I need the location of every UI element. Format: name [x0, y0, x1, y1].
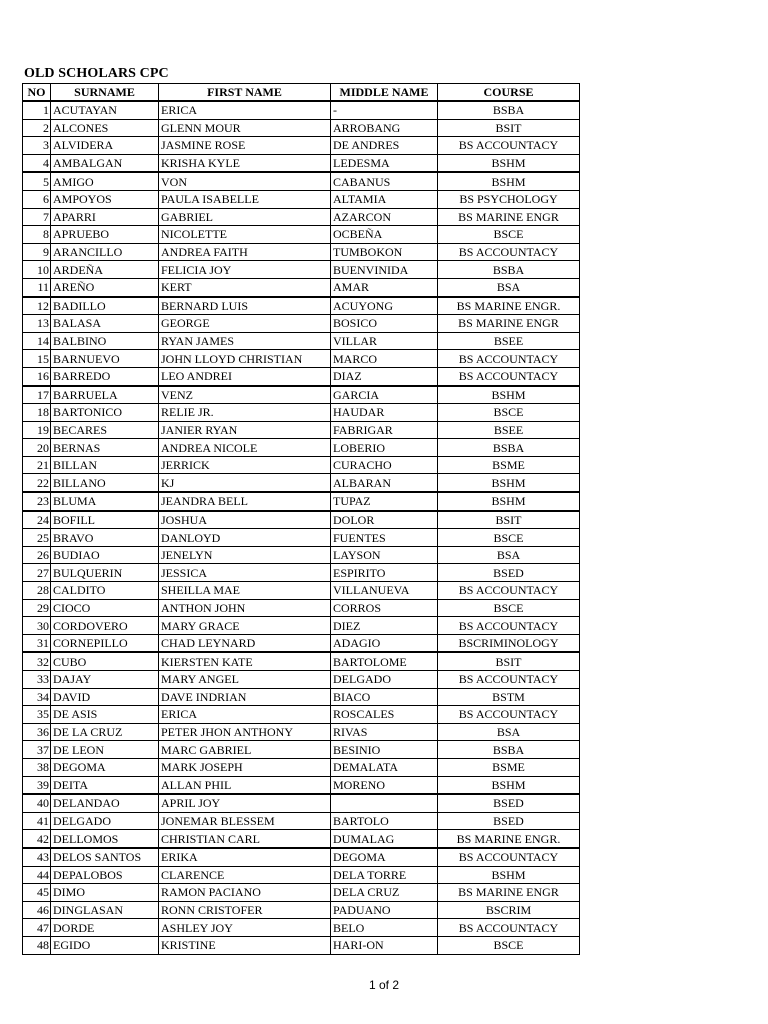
- cell-middle-name: ALBARAN: [331, 474, 438, 492]
- cell-no: 35: [23, 706, 51, 724]
- cell-surname: DEGOMA: [51, 758, 159, 776]
- cell-no: 12: [23, 297, 51, 315]
- cell-middle-name: AMAR: [331, 278, 438, 296]
- cell-first-name: APRIL JOY: [159, 794, 331, 812]
- cell-surname: BULQUERIN: [51, 564, 159, 582]
- cell-course: BS ACCOUNTACY: [438, 350, 580, 368]
- table-row: [23, 652, 580, 670]
- cell-surname: BALBINO: [51, 332, 159, 350]
- cell-middle-name: DOLOR: [331, 511, 438, 529]
- cell-no: 42: [23, 830, 51, 848]
- cell-course: BS PSYCHOLOGY: [438, 190, 580, 208]
- cell-first-name: ALLAN PHIL: [159, 776, 331, 794]
- cell-middle-name: DUMALAG: [331, 830, 438, 848]
- cell-course: BSA: [438, 546, 580, 564]
- cell-middle-name: FUENTES: [331, 529, 438, 547]
- cell-course: BSME: [438, 758, 580, 776]
- cell-course: BS ACCOUNTACY: [438, 367, 580, 385]
- cell-course: BSEE: [438, 332, 580, 350]
- cell-no: 36: [23, 723, 51, 741]
- cell-course: BSIT: [438, 511, 580, 529]
- table-row: [23, 119, 580, 137]
- cell-surname: BARTONICO: [51, 404, 159, 422]
- cell-surname: DELLOMOS: [51, 830, 159, 848]
- cell-course: BSIT: [438, 652, 580, 670]
- cell-middle-name: ADAGIO: [331, 634, 438, 652]
- cell-first-name: DAVE INDRIAN: [159, 688, 331, 706]
- cell-middle-name: BOSICO: [331, 315, 438, 333]
- cell-first-name: VENZ: [159, 386, 331, 404]
- table-row: [23, 172, 580, 190]
- cell-course: BSA: [438, 278, 580, 296]
- cell-first-name: JEANDRA BELL: [159, 492, 331, 511]
- cell-surname: ALVIDERA: [51, 137, 159, 155]
- cell-course: BSME: [438, 456, 580, 474]
- table-row: [23, 599, 580, 617]
- table-row: [23, 866, 580, 884]
- table-row: [23, 243, 580, 261]
- cell-surname: DE ASIS: [51, 706, 159, 724]
- cell-surname: AREÑO: [51, 278, 159, 296]
- table-row: [23, 546, 580, 564]
- cell-middle-name: BUENVINIDA: [331, 261, 438, 279]
- cell-no: 44: [23, 866, 51, 884]
- cell-no: 33: [23, 671, 51, 689]
- table-row: [23, 332, 580, 350]
- cell-first-name: ERICA: [159, 101, 331, 119]
- cell-course: BSCRIMINOLOGY: [438, 634, 580, 652]
- cell-no: 37: [23, 741, 51, 759]
- cell-no: 3: [23, 137, 51, 155]
- cell-middle-name: MORENO: [331, 776, 438, 794]
- cell-course: BS ACCOUNTACY: [438, 848, 580, 866]
- cell-middle-name: ARROBANG: [331, 119, 438, 137]
- cell-middle-name: HAUDAR: [331, 404, 438, 422]
- cell-first-name: JOHN LLOYD CHRISTIAN: [159, 350, 331, 368]
- cell-no: 19: [23, 421, 51, 439]
- cell-course: BSHM: [438, 866, 580, 884]
- cell-surname: DINGLASAN: [51, 901, 159, 919]
- cell-middle-name: [331, 794, 438, 812]
- table-body: [23, 101, 580, 954]
- cell-surname: APARRI: [51, 208, 159, 226]
- cell-middle-name: DE ANDRES: [331, 137, 438, 155]
- table-header-row: [23, 84, 580, 102]
- cell-middle-name: DIAZ: [331, 367, 438, 385]
- cell-course: BSHM: [438, 492, 580, 511]
- cell-no: 46: [23, 901, 51, 919]
- cell-no: 10: [23, 261, 51, 279]
- scholars-table: [22, 83, 580, 955]
- cell-course: BS MARINE ENGR: [438, 315, 580, 333]
- cell-no: 31: [23, 634, 51, 652]
- cell-no: 26: [23, 546, 51, 564]
- cell-no: 38: [23, 758, 51, 776]
- table-row: [23, 492, 580, 511]
- table-row: [23, 474, 580, 492]
- cell-middle-name: CABANUS: [331, 172, 438, 190]
- cell-surname: DELANDAO: [51, 794, 159, 812]
- table-row: [23, 723, 580, 741]
- table-row: [23, 564, 580, 582]
- cell-middle-name: VILLAR: [331, 332, 438, 350]
- cell-middle-name: FABRIGAR: [331, 421, 438, 439]
- cell-no: 23: [23, 492, 51, 511]
- cell-middle-name: ACUYONG: [331, 297, 438, 315]
- cell-surname: BILLANO: [51, 474, 159, 492]
- column-header-no: NO: [23, 84, 51, 102]
- cell-middle-name: HARI-ON: [331, 936, 438, 954]
- cell-course: BSCE: [438, 599, 580, 617]
- cell-no: 41: [23, 812, 51, 830]
- cell-first-name: KRISTINE: [159, 936, 331, 954]
- cell-course: BS ACCOUNTACY: [438, 671, 580, 689]
- table-row: [23, 278, 580, 296]
- column-header-first-name: FIRST NAME: [159, 84, 331, 102]
- cell-middle-name: DEMALATA: [331, 758, 438, 776]
- table-row: [23, 582, 580, 600]
- cell-surname: BARRUELA: [51, 386, 159, 404]
- cell-first-name: KIERSTEN KATE: [159, 652, 331, 670]
- cell-first-name: DANLOYD: [159, 529, 331, 547]
- cell-surname: BRAVO: [51, 529, 159, 547]
- cell-no: 8: [23, 226, 51, 244]
- table-row: [23, 297, 580, 315]
- cell-course: BS MARINE ENGR: [438, 884, 580, 902]
- table-row: [23, 671, 580, 689]
- table-row: [23, 776, 580, 794]
- cell-first-name: ERICA: [159, 706, 331, 724]
- cell-middle-name: RIVAS: [331, 723, 438, 741]
- cell-middle-name: LAYSON: [331, 546, 438, 564]
- cell-first-name: GABRIEL: [159, 208, 331, 226]
- cell-surname: DORDE: [51, 919, 159, 937]
- table-row: [23, 404, 580, 422]
- cell-surname: EGIDO: [51, 936, 159, 954]
- cell-middle-name: BARTOLO: [331, 812, 438, 830]
- table-row: [23, 634, 580, 652]
- cell-surname: BILLAN: [51, 456, 159, 474]
- table-row: [23, 688, 580, 706]
- cell-no: 27: [23, 564, 51, 582]
- cell-first-name: MARK JOSEPH: [159, 758, 331, 776]
- cell-surname: DE LEON: [51, 741, 159, 759]
- cell-course: BSHM: [438, 386, 580, 404]
- cell-no: 22: [23, 474, 51, 492]
- cell-first-name: JONEMAR BLESSEM: [159, 812, 331, 830]
- cell-surname: AMIGO: [51, 172, 159, 190]
- cell-course: BS ACCOUNTACY: [438, 137, 580, 155]
- cell-course: BSBA: [438, 741, 580, 759]
- cell-middle-name: OCBEÑA: [331, 226, 438, 244]
- cell-first-name: ERIKA: [159, 848, 331, 866]
- cell-surname: BARREDO: [51, 367, 159, 385]
- cell-no: 34: [23, 688, 51, 706]
- document-title: OLD SCHOLARS CPC: [24, 66, 169, 81]
- cell-no: 29: [23, 599, 51, 617]
- cell-middle-name: GARCIA: [331, 386, 438, 404]
- cell-course: BSEE: [438, 421, 580, 439]
- cell-middle-name: ALTAMIA: [331, 190, 438, 208]
- cell-middle-name: BARTOLOME: [331, 652, 438, 670]
- cell-no: 2: [23, 119, 51, 137]
- cell-middle-name: TUMBOKON: [331, 243, 438, 261]
- cell-course: BS ACCOUNTACY: [438, 706, 580, 724]
- cell-first-name: LEO ANDREI: [159, 367, 331, 385]
- cell-course: BS MARINE ENGR: [438, 208, 580, 226]
- column-header-course: COURSE: [438, 84, 580, 102]
- cell-middle-name: VILLANUEVA: [331, 582, 438, 600]
- table-row: [23, 190, 580, 208]
- cell-no: 20: [23, 439, 51, 457]
- cell-course: BSA: [438, 723, 580, 741]
- cell-course: BSCE: [438, 936, 580, 954]
- cell-middle-name: BIACO: [331, 688, 438, 706]
- cell-middle-name: BELO: [331, 919, 438, 937]
- cell-middle-name: AZARCON: [331, 208, 438, 226]
- cell-no: 28: [23, 582, 51, 600]
- cell-surname: BADILLO: [51, 297, 159, 315]
- cell-first-name: PAULA ISABELLE: [159, 190, 331, 208]
- table-row: [23, 421, 580, 439]
- cell-no: 30: [23, 617, 51, 635]
- cell-first-name: ANDREA NICOLE: [159, 439, 331, 457]
- cell-middle-name: PADUANO: [331, 901, 438, 919]
- cell-first-name: FELICIA JOY: [159, 261, 331, 279]
- cell-surname: DEITA: [51, 776, 159, 794]
- table-row: [23, 137, 580, 155]
- cell-first-name: JERRICK: [159, 456, 331, 474]
- cell-course: BSBA: [438, 261, 580, 279]
- cell-surname: CUBO: [51, 652, 159, 670]
- cell-surname: ACUTAYAN: [51, 101, 159, 119]
- table-row: [23, 511, 580, 529]
- cell-no: 11: [23, 278, 51, 296]
- table-row: [23, 315, 580, 333]
- cell-first-name: MARC GABRIEL: [159, 741, 331, 759]
- table-row: [23, 154, 580, 172]
- cell-course: BSCE: [438, 404, 580, 422]
- cell-first-name: BERNARD LUIS: [159, 297, 331, 315]
- table-row: [23, 794, 580, 812]
- table-row: [23, 830, 580, 848]
- cell-surname: BOFILL: [51, 511, 159, 529]
- table-row: [23, 936, 580, 954]
- cell-surname: DIMO: [51, 884, 159, 902]
- cell-first-name: KERT: [159, 278, 331, 296]
- cell-no: 43: [23, 848, 51, 866]
- cell-first-name: RELIE JR.: [159, 404, 331, 422]
- cell-surname: AMBALGAN: [51, 154, 159, 172]
- table-row: [23, 741, 580, 759]
- cell-course: BSIT: [438, 119, 580, 137]
- cell-no: 7: [23, 208, 51, 226]
- cell-middle-name: DIEZ: [331, 617, 438, 635]
- cell-surname: AMPOYOS: [51, 190, 159, 208]
- cell-surname: ARANCILLO: [51, 243, 159, 261]
- cell-surname: APRUEBO: [51, 226, 159, 244]
- cell-course: BSED: [438, 812, 580, 830]
- cell-no: 5: [23, 172, 51, 190]
- cell-first-name: JESSICA: [159, 564, 331, 582]
- cell-no: 4: [23, 154, 51, 172]
- cell-first-name: GLENN MOUR: [159, 119, 331, 137]
- cell-first-name: CHRISTIAN CARL: [159, 830, 331, 848]
- cell-course: BSCE: [438, 529, 580, 547]
- cell-surname: ARDEÑA: [51, 261, 159, 279]
- cell-no: 6: [23, 190, 51, 208]
- cell-middle-name: -: [331, 101, 438, 119]
- cell-course: BS MARINE ENGR.: [438, 297, 580, 315]
- table-row: [23, 226, 580, 244]
- cell-no: 16: [23, 367, 51, 385]
- cell-middle-name: DELA TORRE: [331, 866, 438, 884]
- cell-first-name: JOSHUA: [159, 511, 331, 529]
- cell-first-name: MARY GRACE: [159, 617, 331, 635]
- table-row: [23, 439, 580, 457]
- cell-first-name: GEORGE: [159, 315, 331, 333]
- table-row: [23, 884, 580, 902]
- cell-no: 15: [23, 350, 51, 368]
- column-header-middle-name: MIDDLE NAME: [331, 84, 438, 102]
- cell-no: 1: [23, 101, 51, 119]
- cell-surname: BARNUEVO: [51, 350, 159, 368]
- column-header-surname: SURNAME: [51, 84, 159, 102]
- cell-surname: BLUMA: [51, 492, 159, 511]
- cell-course: BS ACCOUNTACY: [438, 243, 580, 261]
- cell-surname: ALCONES: [51, 119, 159, 137]
- cell-course: BS ACCOUNTACY: [438, 582, 580, 600]
- cell-first-name: ASHLEY JOY: [159, 919, 331, 937]
- cell-no: 32: [23, 652, 51, 670]
- cell-surname: DAVID: [51, 688, 159, 706]
- cell-no: 39: [23, 776, 51, 794]
- cell-no: 45: [23, 884, 51, 902]
- cell-no: 48: [23, 936, 51, 954]
- cell-middle-name: CURACHO: [331, 456, 438, 474]
- cell-surname: BERNAS: [51, 439, 159, 457]
- cell-middle-name: CORROS: [331, 599, 438, 617]
- cell-first-name: JANIER RYAN: [159, 421, 331, 439]
- cell-surname: CORDOVERO: [51, 617, 159, 635]
- cell-course: BSHM: [438, 776, 580, 794]
- cell-course: BSBA: [438, 101, 580, 119]
- cell-first-name: KJ: [159, 474, 331, 492]
- cell-surname: DELGADO: [51, 812, 159, 830]
- cell-first-name: NICOLETTE: [159, 226, 331, 244]
- cell-course: BS MARINE ENGR.: [438, 830, 580, 848]
- cell-surname: CIOCO: [51, 599, 159, 617]
- page-number: 1 of 2: [368, 978, 400, 992]
- cell-first-name: ANDREA FAITH: [159, 243, 331, 261]
- table-row: [23, 758, 580, 776]
- cell-course: BSCRIM: [438, 901, 580, 919]
- cell-course: BSCE: [438, 226, 580, 244]
- table-row: [23, 919, 580, 937]
- cell-middle-name: ROSCALES: [331, 706, 438, 724]
- cell-course: BSTM: [438, 688, 580, 706]
- cell-course: BS ACCOUNTACY: [438, 919, 580, 937]
- cell-first-name: JENELYN: [159, 546, 331, 564]
- cell-first-name: JASMINE ROSE: [159, 137, 331, 155]
- cell-course: BSHM: [438, 154, 580, 172]
- table-row: [23, 456, 580, 474]
- cell-course: BS ACCOUNTACY: [438, 617, 580, 635]
- table-row: [23, 350, 580, 368]
- table-row: [23, 261, 580, 279]
- cell-surname: DELOS SANTOS: [51, 848, 159, 866]
- table-row: [23, 901, 580, 919]
- table-row: [23, 706, 580, 724]
- cell-course: BSED: [438, 794, 580, 812]
- cell-first-name: CHAD LEYNARD: [159, 634, 331, 652]
- cell-no: 13: [23, 315, 51, 333]
- cell-no: 25: [23, 529, 51, 547]
- cell-first-name: SHEILLA MAE: [159, 582, 331, 600]
- table-row: [23, 101, 580, 119]
- cell-course: BSED: [438, 564, 580, 582]
- table-row: [23, 386, 580, 404]
- cell-first-name: ANTHON JOHN: [159, 599, 331, 617]
- cell-surname: BALASA: [51, 315, 159, 333]
- cell-no: 21: [23, 456, 51, 474]
- cell-surname: BECARES: [51, 421, 159, 439]
- cell-middle-name: DELGADO: [331, 671, 438, 689]
- cell-middle-name: LOBERIO: [331, 439, 438, 457]
- cell-first-name: KRISHA KYLE: [159, 154, 331, 172]
- cell-surname: DEPALOBOS: [51, 866, 159, 884]
- table-row: [23, 529, 580, 547]
- cell-no: 9: [23, 243, 51, 261]
- cell-middle-name: DEGOMA: [331, 848, 438, 866]
- cell-first-name: MARY ANGEL: [159, 671, 331, 689]
- cell-first-name: PETER JHON ANTHONY: [159, 723, 331, 741]
- cell-first-name: RONN CRISTOFER: [159, 901, 331, 919]
- cell-surname: DE LA CRUZ: [51, 723, 159, 741]
- cell-no: 14: [23, 332, 51, 350]
- cell-no: 18: [23, 404, 51, 422]
- cell-first-name: RAMON PACIANO: [159, 884, 331, 902]
- cell-middle-name: ESPIRITO: [331, 564, 438, 582]
- table-row: [23, 617, 580, 635]
- cell-middle-name: TUPAZ: [331, 492, 438, 511]
- cell-middle-name: BESINIO: [331, 741, 438, 759]
- table-row: [23, 812, 580, 830]
- cell-course: BSBA: [438, 439, 580, 457]
- cell-no: 40: [23, 794, 51, 812]
- cell-middle-name: LEDESMA: [331, 154, 438, 172]
- cell-first-name: CLARENCE: [159, 866, 331, 884]
- cell-middle-name: MARCO: [331, 350, 438, 368]
- cell-no: 47: [23, 919, 51, 937]
- cell-middle-name: DELA CRUZ: [331, 884, 438, 902]
- cell-surname: BUDIAO: [51, 546, 159, 564]
- cell-surname: CORNEPILLO: [51, 634, 159, 652]
- table-row: [23, 208, 580, 226]
- cell-course: BSHM: [438, 474, 580, 492]
- table-row: [23, 367, 580, 385]
- cell-first-name: VON: [159, 172, 331, 190]
- cell-first-name: RYAN JAMES: [159, 332, 331, 350]
- cell-surname: DAJAY: [51, 671, 159, 689]
- table-row: [23, 848, 580, 866]
- cell-course: BSHM: [438, 172, 580, 190]
- cell-no: 24: [23, 511, 51, 529]
- cell-surname: CALDITO: [51, 582, 159, 600]
- cell-no: 17: [23, 386, 51, 404]
